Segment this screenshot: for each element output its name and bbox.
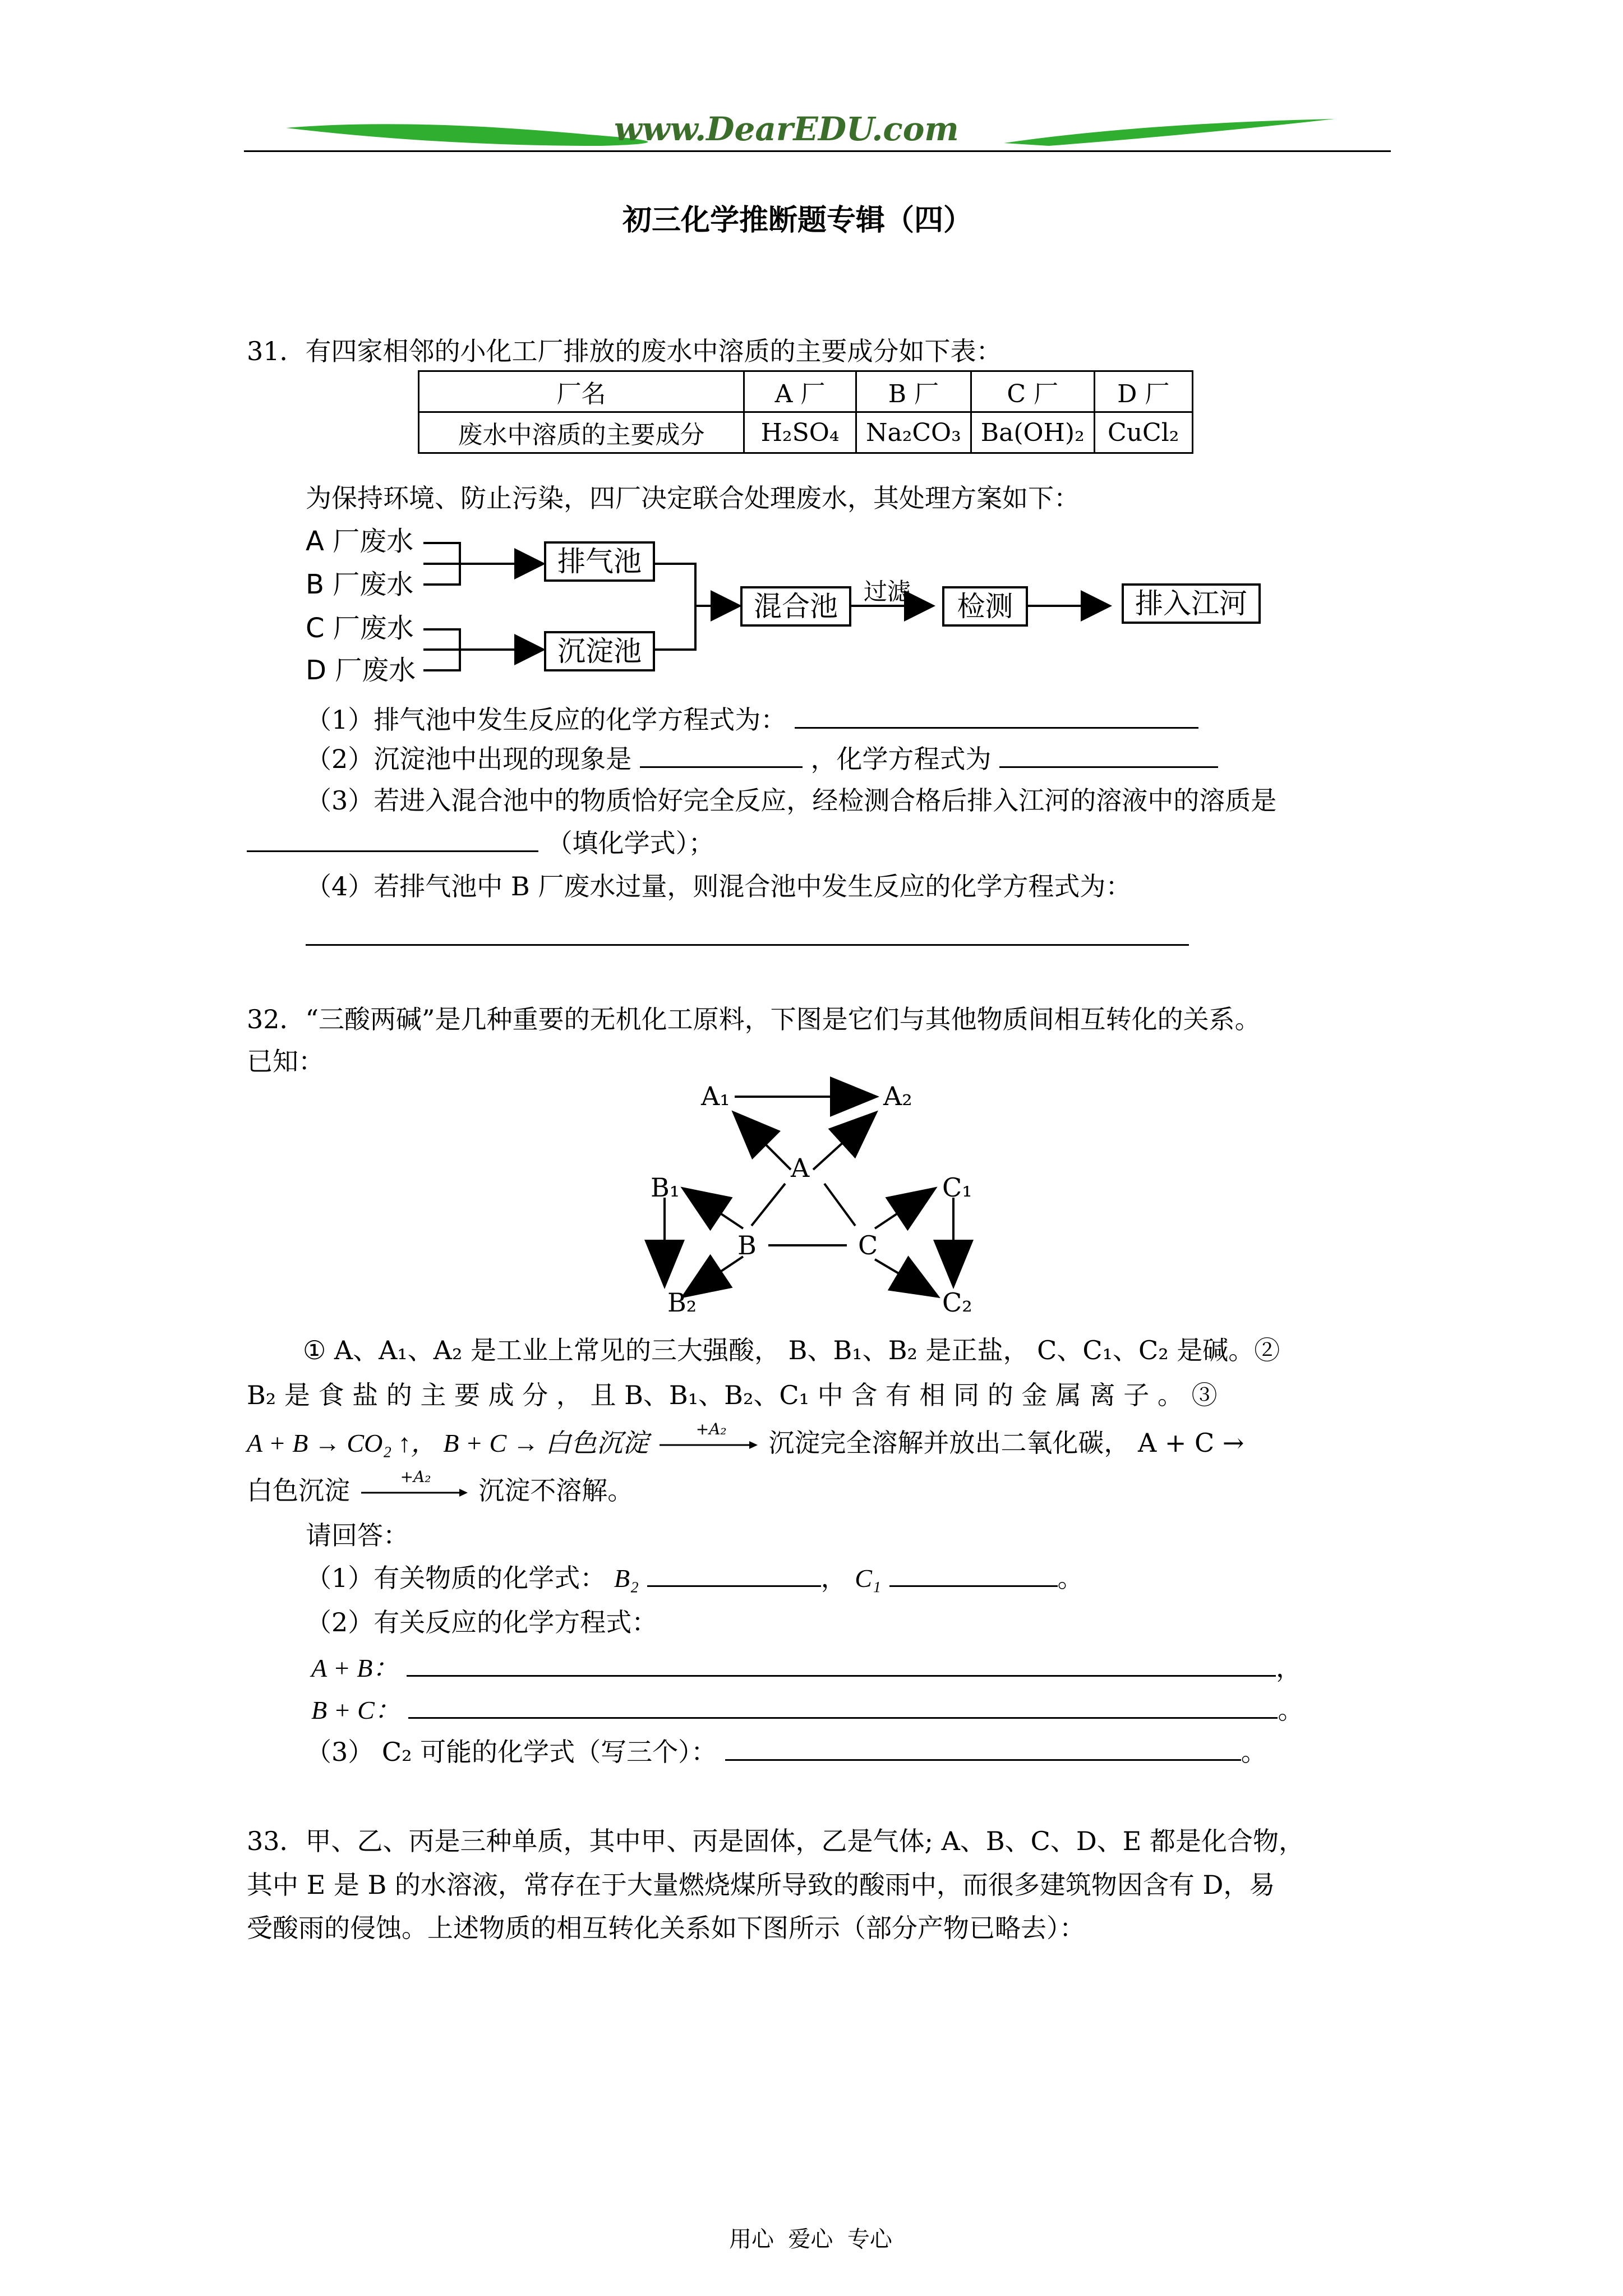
- table-header-cell: C 厂: [971, 371, 1094, 412]
- q32-l3b: 沉淀完全溶解并放出二氧化碳， A + C →: [768, 1428, 1244, 1458]
- exhaust-pool-box: 排气池: [544, 541, 655, 582]
- answer-blank[interactable]: [999, 740, 1218, 768]
- flow-b-label: B 厂废水: [306, 569, 414, 600]
- table-cell: CuCl₂: [1094, 412, 1192, 453]
- answer-blank[interactable]: [408, 1691, 1278, 1719]
- q32-bc-label: B + C：: [311, 1696, 400, 1724]
- table-header-cell: A 厂: [744, 371, 856, 412]
- detect-box: 检测: [942, 586, 1028, 627]
- node-B2: B₂: [667, 1287, 697, 1318]
- q32-intro-2: 已知：: [247, 1046, 324, 1076]
- q31-p4: （4）若排气池中 B 厂废水过量，则混合池中发生反应的化学方程式为：: [306, 871, 1132, 901]
- q31-p1-text: （1）排气池中发生反应的化学方程式为：: [306, 705, 787, 735]
- flow-c-label: C 厂废水: [306, 613, 414, 644]
- q31-p2b-text: ，化学方程式为: [810, 744, 992, 774]
- answer-blank[interactable]: [889, 1559, 1058, 1587]
- q32-s1-b2: B₂: [614, 1564, 639, 1593]
- q32-s3-text: （3） C₂ 可能的化学式（写三个）：: [306, 1737, 717, 1767]
- q31-p3: （3）若进入混合池中的物质恰好完全反应，经检测合格后排入江河的溶液中的溶质是: [306, 785, 1277, 816]
- q32-line-3: [247, 1420, 1244, 1461]
- q32-bc: [311, 1691, 1303, 1728]
- header-rule: [244, 150, 1391, 152]
- node-C2: C₂: [942, 1287, 972, 1318]
- q31-p2: [306, 740, 1218, 777]
- answer-blank[interactable]: [725, 1733, 1241, 1761]
- table-header-cell: D 厂: [1094, 371, 1192, 412]
- q32-s3-end: 。: [1241, 1737, 1267, 1767]
- node-C: C: [858, 1230, 878, 1260]
- node-C1: C₁: [942, 1172, 972, 1203]
- q31-table: [418, 370, 1193, 454]
- q32-ask: 请回答：: [306, 1520, 409, 1550]
- q32-s1-c1: C₁: [855, 1564, 881, 1593]
- precip-pool-box: 沉淀池: [544, 631, 655, 671]
- q32-s3: [306, 1733, 1267, 1770]
- q32-ab: [311, 1649, 1302, 1686]
- flow-a-label: A 厂废水: [306, 526, 414, 557]
- reaction-arrow: [657, 1420, 760, 1456]
- q32-line-4: [247, 1467, 634, 1508]
- q31-p2a-text: （2）沉淀池中出现的现象是: [306, 744, 632, 774]
- node-B: B: [737, 1230, 757, 1260]
- q32-s2: （2）有关反应的化学方程式：: [306, 1607, 658, 1637]
- page-title: 初三化学推断题专辑（四）: [623, 203, 973, 237]
- q32-l4a: 白色沉淀: [247, 1475, 350, 1506]
- flow-d-label: D 厂废水: [306, 655, 416, 686]
- answer-blank[interactable]: [640, 740, 803, 768]
- q33-line-3: 受酸雨的侵蚀。上述物质的相互转化关系如下图所示（部分产物已略去）：: [247, 1913, 1085, 1943]
- q31-p1: [306, 701, 1198, 738]
- q32-ab-comma: ，: [1276, 1653, 1302, 1683]
- q33-line-1: 33．甲、乙、丙是三种单质，其中甲、丙是固体，乙是气体; A、B、C、D、E 都是化合物，: [247, 1826, 1304, 1856]
- node-A2: A₂: [883, 1081, 912, 1111]
- river-box: 排入江河: [1122, 583, 1261, 624]
- answer-blank[interactable]: [407, 1649, 1276, 1677]
- arrow-label: +A₂: [695, 1420, 727, 1438]
- q31-plan: 为保持环境、防止污染，四厂决定联合处理废水，其处理方案如下：: [306, 483, 1080, 513]
- q33-line-2: 其中 E 是 B 的水溶液，常存在于大量燃烧煤所导致的酸雨中，而很多建筑物因含有 D，易: [247, 1870, 1275, 1900]
- q32-line-2: B₂ 是 食 盐 的 主 要 成 分 ， 且 B、B₁、B₂、C₁ 中 含 有 相 同 的 金 属 离 子 。 ③: [247, 1380, 1218, 1410]
- q31-p3-line2: [247, 825, 714, 861]
- q32-l4b: 沉淀不溶解。: [478, 1475, 634, 1506]
- q32-s1-end: 。: [1057, 1563, 1083, 1593]
- table-cell: Na₂CO₃: [856, 412, 971, 453]
- q32-intro-1: 32．“三酸两碱”是几种重要的无机化工原料，下图是它们与其他物质间相互转化的关系。: [247, 1004, 1261, 1034]
- table-header-cell: 厂名: [419, 371, 744, 412]
- q32-l3a: A + B → CO₂ ↑， B + C → 白色沉淀: [247, 1429, 649, 1457]
- table-row-label: 废水中溶质的主要成分: [419, 412, 744, 453]
- q32-line-1: ① A、A₁、A₂ 是工业上常见的三大强酸， B、B₁、B₂ 是正盐， C、C₁、C₂ 是碱。②: [303, 1335, 1280, 1365]
- mix-pool-box: 混合池: [740, 586, 851, 627]
- filter-label: 过滤: [864, 578, 911, 605]
- q32-bc-period: 。: [1278, 1695, 1304, 1725]
- answer-blank[interactable]: [647, 1559, 821, 1587]
- node-A1: A₁: [701, 1081, 730, 1111]
- page-footer: 用心 爱心 专心: [729, 2226, 892, 2252]
- answer-blank[interactable]: [247, 825, 538, 852]
- reaction-arrow: [358, 1467, 471, 1504]
- arrow-label: +A₂: [400, 1467, 431, 1486]
- table-cell: H₂SO₄: [744, 412, 856, 453]
- node-A: A: [791, 1153, 810, 1183]
- node-B1: B₁: [651, 1172, 680, 1203]
- q32-ab-label: A + B：: [311, 1654, 399, 1682]
- answer-blank[interactable]: [795, 701, 1198, 729]
- q32-s1-text: （1）有关物质的化学式：: [306, 1563, 606, 1593]
- header-site: www.DearEDU.com: [614, 110, 959, 148]
- table-header-cell: B 厂: [856, 371, 971, 412]
- q32-s1: （1）有关物质的化学式： B₂ ， C₁ 。: [306, 1559, 1083, 1596]
- q31-p3b-text: （填化学式）；: [546, 828, 714, 858]
- q31-intro: 31．有四家相邻的小化工厂排放的废水中溶质的主要成分如下表：: [247, 336, 1002, 366]
- table-cell: Ba(OH)₂: [971, 412, 1094, 453]
- answer-blank[interactable]: [306, 944, 1189, 946]
